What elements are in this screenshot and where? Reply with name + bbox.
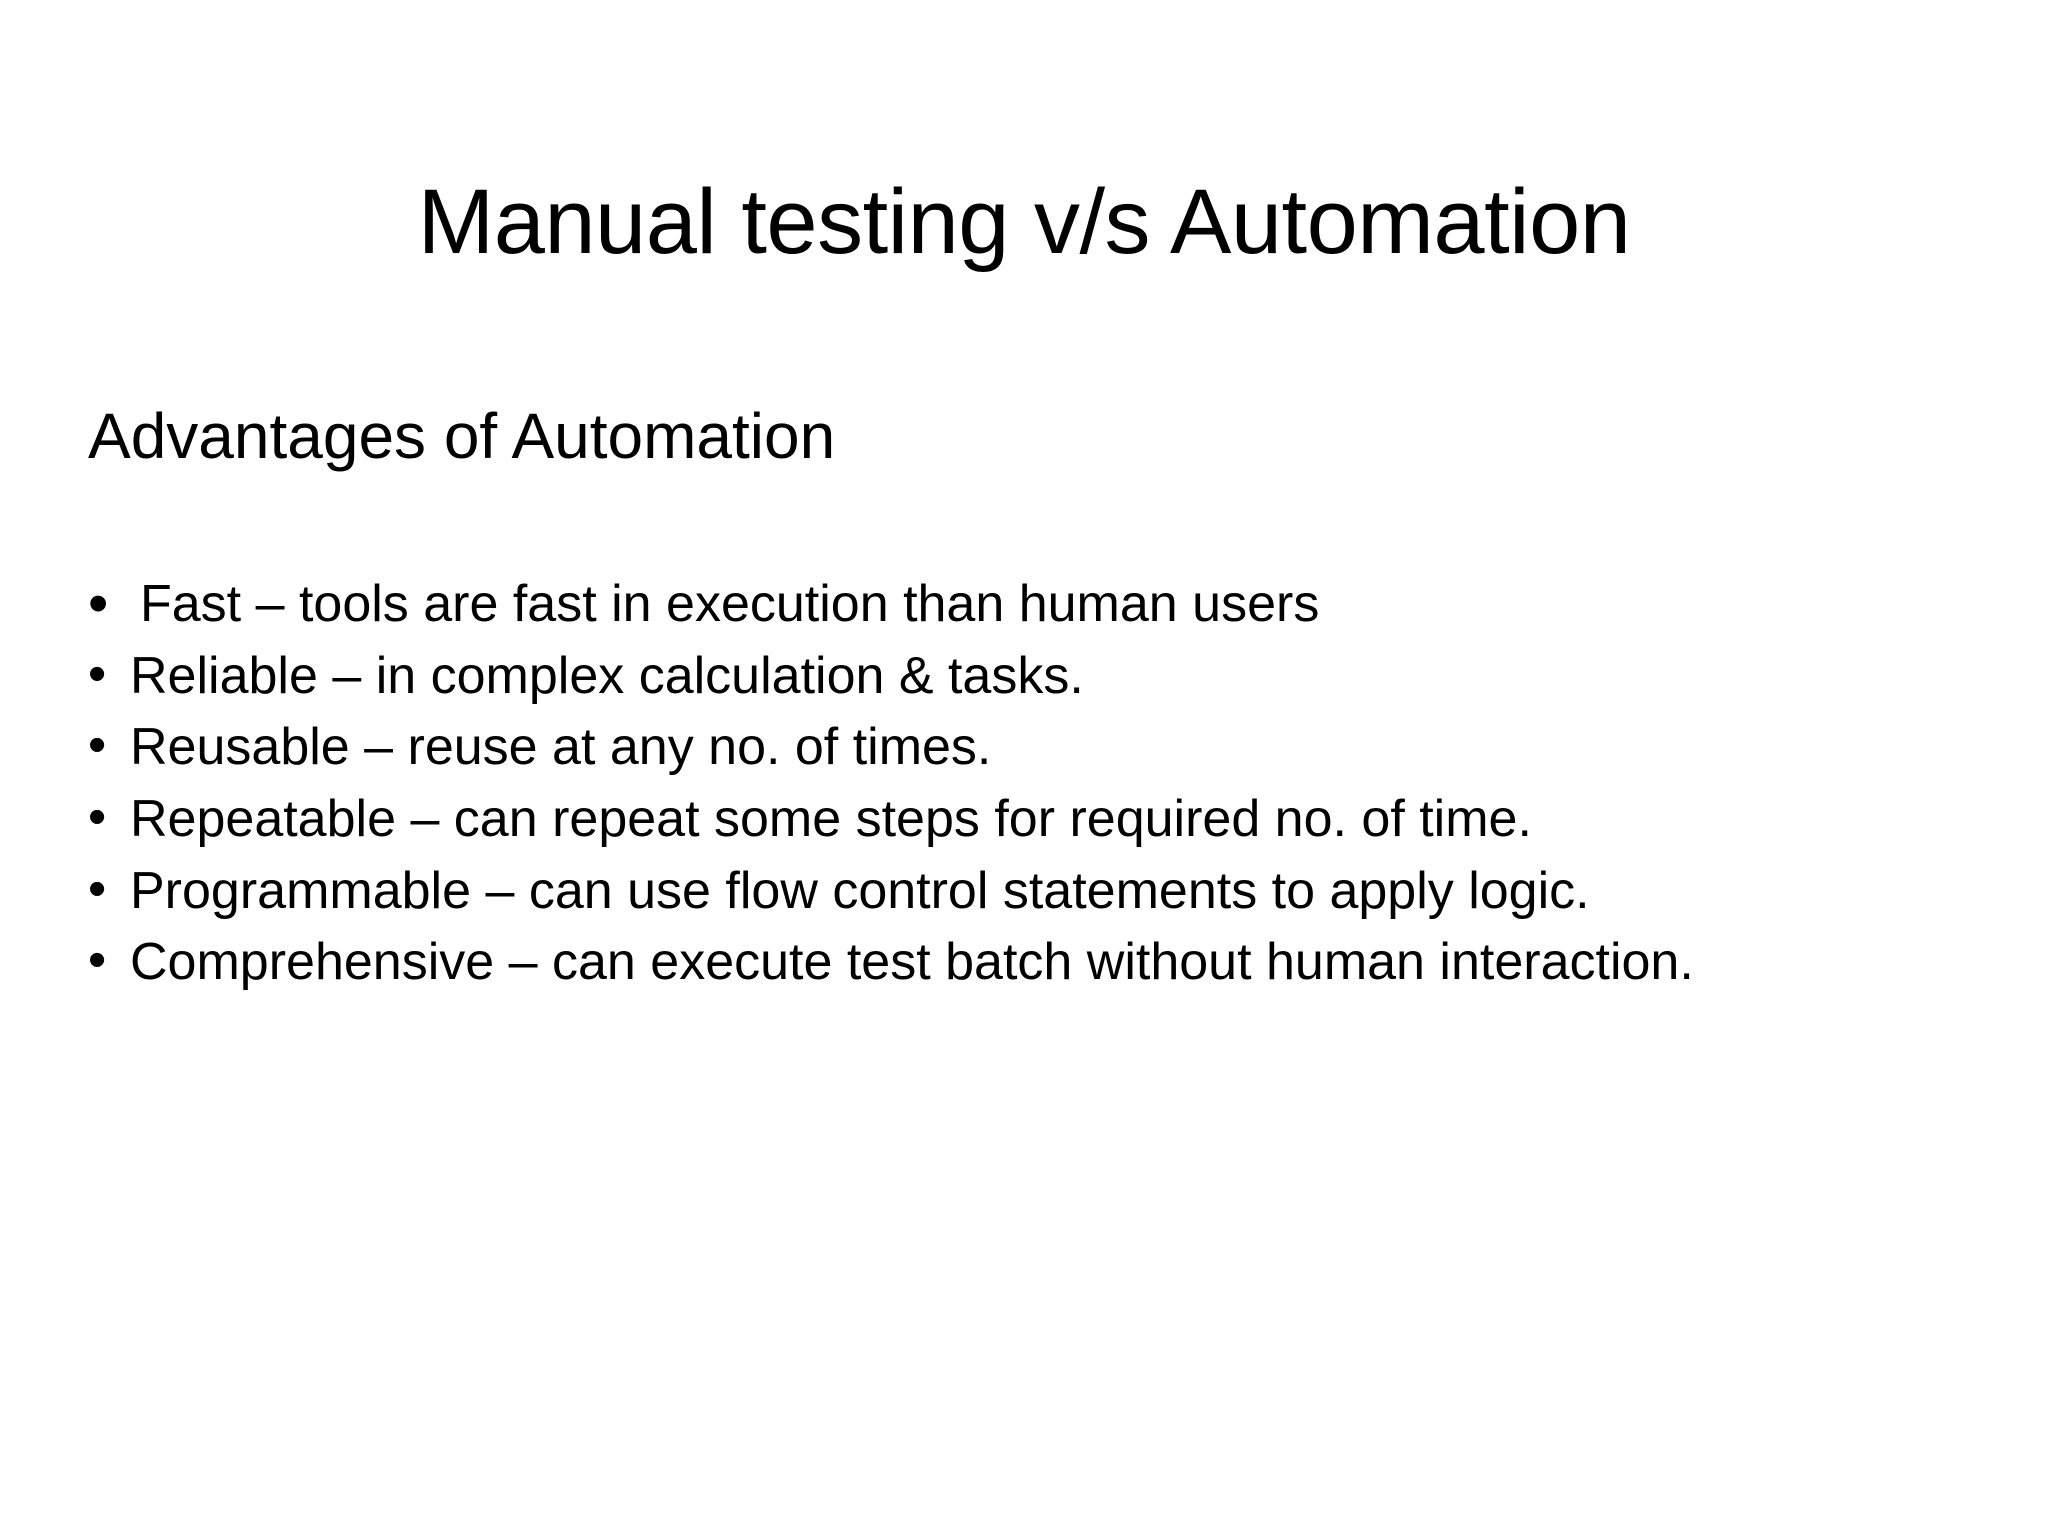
section-heading: Advantages of Automation xyxy=(88,400,836,473)
advantages-list xyxy=(88,570,1968,1000)
list-item: • Reliable – in complex calculation & tasks. xyxy=(88,642,1968,711)
page-title: Manual testing v/s Automation xyxy=(417,170,1631,273)
list-item: • Programmable – can use flow control statements to apply logic. xyxy=(88,857,1968,926)
list-item: • Fast – tools are fast in execution than human users xyxy=(88,570,1968,639)
list-item: • Reusable – reuse at any no. of times. xyxy=(88,713,1968,782)
list-item: • Comprehensive – can execute test batch without human interaction. xyxy=(88,928,1968,997)
list-item: • Repeatable – can repeat some steps for required no. of time. xyxy=(88,785,1968,854)
